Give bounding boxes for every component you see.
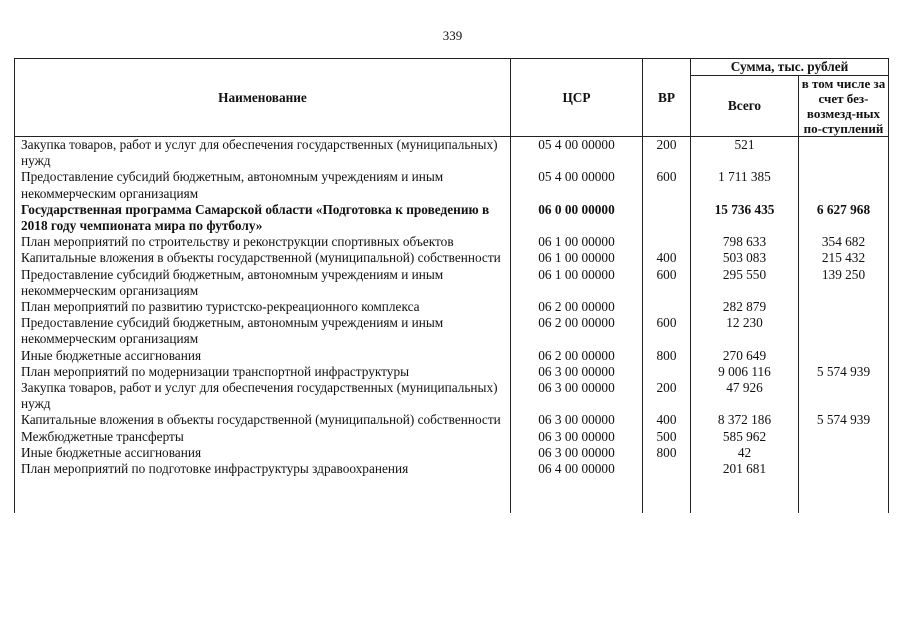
row-csr: 06 2 00 00000 (511, 315, 643, 347)
row-csr: 05 4 00 00000 (511, 137, 643, 170)
row-free (799, 299, 889, 315)
row-total: 585 962 (691, 429, 799, 445)
row-total: 798 633 (691, 234, 799, 250)
row-total: 282 879 (691, 299, 799, 315)
row-vr: 600 (643, 315, 691, 347)
row-free (799, 429, 889, 445)
row-free (799, 461, 889, 513)
row-name: Закупка товаров, работ и услуг для обеспечения государственных (муниципальных) нужд (15, 380, 511, 412)
row-csr: 05 4 00 00000 (511, 169, 643, 201)
row-name: Государственная программа Самарской области «Подготовка к проведению в 2018 году чемпионата мира по футболу» (15, 202, 511, 234)
table-row (15, 169, 889, 201)
row-vr: 400 (643, 412, 691, 428)
row-name: План мероприятий по строительству и реконструкции спортивных объектов (15, 234, 511, 250)
row-vr (643, 234, 691, 250)
row-csr: 06 1 00 00000 (511, 267, 643, 299)
row-free: 354 682 (799, 234, 889, 250)
row-csr: 06 3 00 00000 (511, 380, 643, 412)
row-free: 215 432 (799, 250, 889, 266)
row-name: План мероприятий по подготовке инфраструктуры здравоохранения (15, 461, 511, 513)
row-free: 6 627 968 (799, 202, 889, 234)
row-csr: 06 1 00 00000 (511, 250, 643, 266)
row-name: Предоставление субсидий бюджетным, автономным учреждениям и иным некоммерческим организациям (15, 315, 511, 347)
row-total: 270 649 (691, 348, 799, 364)
row-vr: 200 (643, 137, 691, 170)
row-csr: 06 3 00 00000 (511, 364, 643, 380)
row-free: 5 574 939 (799, 364, 889, 380)
row-vr: 200 (643, 380, 691, 412)
row-name: Предоставление субсидий бюджетным, автономным учреждениям и иным некоммерческим организациям (15, 169, 511, 201)
row-free (799, 137, 889, 170)
row-name: План мероприятий по развитию туристско-рекреационного комплекса (15, 299, 511, 315)
row-free (799, 348, 889, 364)
row-vr: 600 (643, 169, 691, 201)
table-row (15, 412, 889, 428)
table-row (15, 364, 889, 380)
header-sum: Сумма, тыс. рублей (691, 59, 889, 76)
row-csr: 06 3 00 00000 (511, 429, 643, 445)
row-name: Межбюджетные трансферты (15, 429, 511, 445)
row-csr: 06 3 00 00000 (511, 445, 643, 461)
row-csr: 06 3 00 00000 (511, 412, 643, 428)
header-csr: ЦСР (511, 59, 643, 137)
row-free (799, 445, 889, 461)
header-vr: ВР (643, 59, 691, 137)
row-vr: 600 (643, 267, 691, 299)
row-csr: 06 1 00 00000 (511, 234, 643, 250)
row-total: 201 681 (691, 461, 799, 513)
row-csr: 06 4 00 00000 (511, 461, 643, 513)
table-row (15, 380, 889, 412)
row-total: 503 083 (691, 250, 799, 266)
table-row (15, 234, 889, 250)
row-free (799, 169, 889, 201)
header-total: Всего (691, 76, 799, 137)
row-total: 295 550 (691, 267, 799, 299)
row-total: 1 711 385 (691, 169, 799, 201)
row-vr: 400 (643, 250, 691, 266)
row-free (799, 315, 889, 347)
row-csr: 06 2 00 00000 (511, 299, 643, 315)
row-vr: 800 (643, 445, 691, 461)
table-row (15, 348, 889, 364)
row-total: 42 (691, 445, 799, 461)
row-vr (643, 299, 691, 315)
row-total: 521 (691, 137, 799, 170)
row-total: 9 006 116 (691, 364, 799, 380)
table-row (15, 250, 889, 266)
table-row (15, 267, 889, 299)
table-body (15, 137, 889, 514)
row-name: Иные бюджетные ассигнования (15, 445, 511, 461)
row-vr: 800 (643, 348, 691, 364)
row-name: Капитальные вложения в объекты государственной (муниципальной) собственности (15, 250, 511, 266)
row-name: План мероприятий по модернизации транспортной инфраструктуры (15, 364, 511, 380)
row-vr (643, 461, 691, 513)
table-row (15, 299, 889, 315)
row-free (799, 380, 889, 412)
header-name: Наименование (15, 59, 511, 137)
table-row (15, 429, 889, 445)
row-free: 139 250 (799, 267, 889, 299)
row-name: Предоставление субсидий бюджетным, автономным учреждениям и иным некоммерческим организациям (15, 267, 511, 299)
page-number: 339 (442, 28, 463, 43)
row-total: 15 736 435 (691, 202, 799, 234)
row-csr: 06 2 00 00000 (511, 348, 643, 364)
row-csr: 06 0 00 00000 (511, 202, 643, 234)
row-name: Закупка товаров, работ и услуг для обеспечения государственных (муниципальных) нужд (15, 137, 511, 170)
row-name: Капитальные вложения в объекты государственной (муниципальной) собственности (15, 412, 511, 428)
row-total: 12 230 (691, 315, 799, 347)
row-vr (643, 202, 691, 234)
row-total: 47 926 (691, 380, 799, 412)
row-vr: 500 (643, 429, 691, 445)
table-row (15, 137, 889, 170)
row-total: 8 372 186 (691, 412, 799, 428)
row-name: Иные бюджетные ассигнования (15, 348, 511, 364)
table-row (15, 202, 889, 234)
header-free: в том числе за счет без-возмезд-ных по-ступлений (799, 76, 889, 137)
row-vr (643, 364, 691, 380)
table-row (15, 461, 889, 513)
table-row (15, 315, 889, 347)
row-free: 5 574 939 (799, 412, 889, 428)
budget-table (14, 58, 889, 513)
table-row (15, 445, 889, 461)
